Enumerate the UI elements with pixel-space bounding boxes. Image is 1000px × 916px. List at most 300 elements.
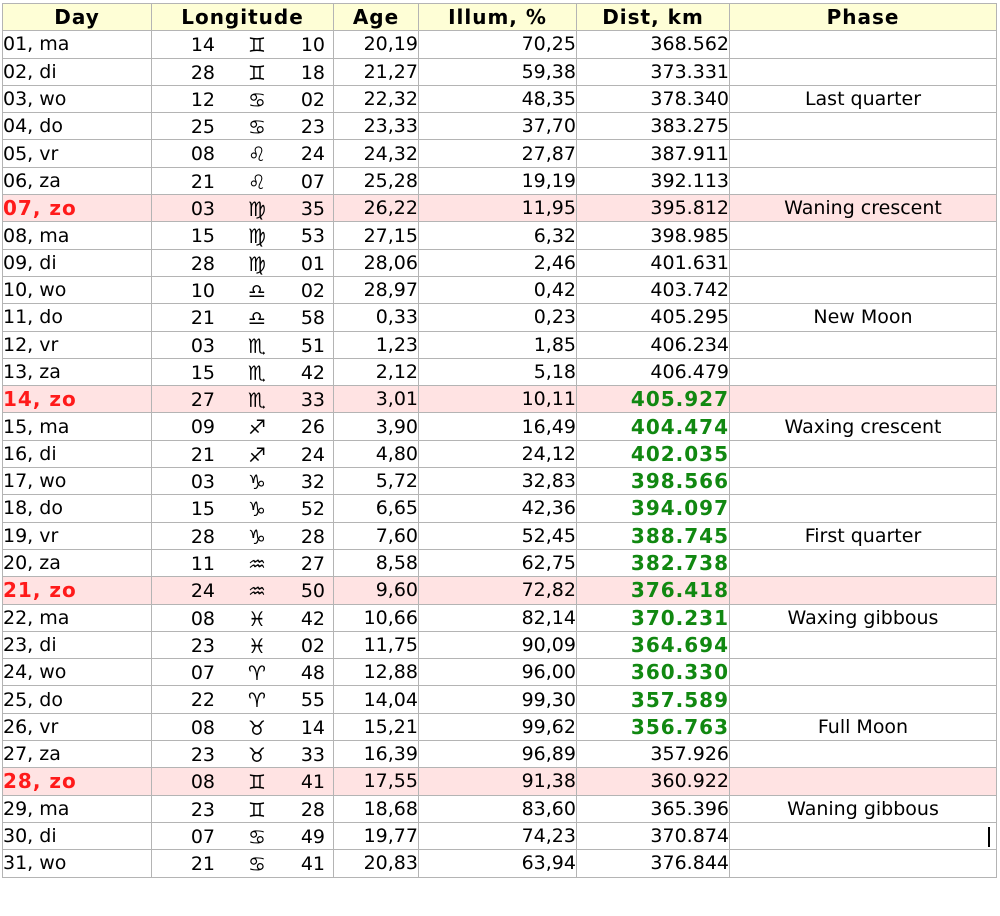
dist-cell[interactable]: 398.985 [577,222,730,249]
illum-cell[interactable]: 48,35 [419,85,577,112]
dist-cell[interactable]: 376.844 [577,850,730,877]
age-cell[interactable]: 25,28 [334,167,419,194]
zodiac-sign-icon: ♓ [248,633,266,658]
zodiac-sign-icon: ♊ [248,797,266,822]
longitude-degrees: 21 [190,307,215,330]
zodiac-sign-icon: ♑ [248,470,266,495]
dist-cell[interactable]: 376.418 [577,577,730,604]
header-illum[interactable]: Illum, % [419,4,577,31]
longitude-cell[interactable] [152,659,334,686]
day-cell[interactable]: 29, ma [3,795,152,822]
phase-cell[interactable] [730,768,997,795]
table-row [3,58,997,85]
longitude-cell[interactable] [152,249,334,276]
illum-cell[interactable]: 99,62 [419,713,577,740]
phase-cell[interactable]: Waxing gibbous [730,604,997,631]
longitude-minutes: 24 [300,443,325,466]
illum-cell[interactable]: 83,60 [419,795,577,822]
zodiac-sign-icon: ♉ [248,715,266,740]
age-cell[interactable]: 3,90 [334,413,419,440]
longitude-cell[interactable] [152,850,334,877]
illum-cell[interactable]: 2,46 [419,249,577,276]
dist-cell[interactable]: 404.474 [577,413,730,440]
phase-cell[interactable] [730,440,997,467]
zodiac-sign-icon: ♋ [248,824,266,849]
day-cell[interactable]: 22, ma [3,604,152,631]
age-cell[interactable]: 17,55 [334,768,419,795]
age-cell[interactable]: 26,22 [334,195,419,222]
zodiac-sign-icon: ♐ [248,442,266,467]
day-cell[interactable]: 10, wo [3,276,152,303]
dist-cell[interactable]: 403.742 [577,276,730,303]
dist-cell[interactable]: 387.911 [577,140,730,167]
longitude-minutes: 35 [300,198,325,221]
day-cell[interactable]: 11, do [3,304,152,331]
header-dist[interactable]: Dist, km [577,4,730,31]
longitude-degrees: 21 [190,443,215,466]
age-cell[interactable]: 9,60 [334,577,419,604]
zodiac-sign-icon: ♒ [248,551,266,576]
age-cell[interactable]: 27,15 [334,222,419,249]
dist-cell[interactable]: 365.396 [577,795,730,822]
longitude-cell[interactable] [152,604,334,631]
illum-cell[interactable]: 24,12 [419,440,577,467]
age-cell[interactable]: 12,88 [334,659,419,686]
day-cell[interactable]: 07, zo [3,195,152,222]
longitude-cell[interactable] [152,522,334,549]
table-row [3,413,997,440]
age-cell[interactable]: 28,97 [334,276,419,303]
age-cell[interactable]: 15,21 [334,713,419,740]
phase-cell[interactable] [730,276,997,303]
longitude-cell[interactable] [152,331,334,358]
illum-cell[interactable]: 59,38 [419,58,577,85]
dist-cell[interactable]: 368.562 [577,31,730,58]
illum-cell[interactable]: 96,89 [419,741,577,768]
age-cell[interactable]: 8,58 [334,549,419,576]
zodiac-sign-icon: ♎ [248,306,266,331]
longitude-minutes: 28 [300,798,325,821]
day-cell[interactable]: 19, vr [3,522,152,549]
age-cell[interactable]: 21,27 [334,58,419,85]
phase-cell[interactable] [730,386,997,413]
longitude-cell[interactable] [152,468,334,495]
zodiac-sign-icon: ♈ [248,661,266,686]
table-row [3,495,997,522]
dist-cell[interactable]: 364.694 [577,631,730,658]
longitude-minutes: 33 [300,389,325,412]
longitude-cell[interactable] [152,713,334,740]
header-longitude[interactable]: Longitude [152,4,334,31]
phase-cell[interactable] [730,140,997,167]
longitude-minutes: 55 [300,689,325,712]
table-row [3,686,997,713]
table-row [3,249,997,276]
day-cell[interactable]: 30, di [3,822,152,849]
dist-cell[interactable]: 357.589 [577,686,730,713]
phase-cell[interactable] [730,167,997,194]
longitude-degrees: 28 [190,525,215,548]
longitude-degrees: 15 [190,225,215,248]
table-row [3,386,997,413]
longitude-degrees: 15 [190,361,215,384]
longitude-minutes: 10 [300,34,325,57]
longitude-cell[interactable] [152,276,334,303]
longitude-degrees: 25 [190,116,215,139]
dist-cell[interactable]: 357.926 [577,741,730,768]
longitude-minutes: 27 [300,552,325,575]
longitude-minutes: 26 [300,416,325,439]
longitude-minutes: 01 [300,252,325,275]
age-cell[interactable]: 19,77 [334,822,419,849]
illum-cell[interactable]: 82,14 [419,604,577,631]
day-cell[interactable]: 06, za [3,167,152,194]
longitude-degrees: 09 [190,416,215,439]
table-row [3,276,997,303]
phase-cell[interactable] [730,249,997,276]
dist-cell[interactable]: 405.927 [577,386,730,413]
longitude-minutes: 41 [300,853,325,876]
day-cell[interactable]: 03, wo [3,85,152,112]
phase-cell[interactable]: Waning gibbous [730,795,997,822]
longitude-cell[interactable] [152,222,334,249]
dist-cell[interactable]: 388.745 [577,522,730,549]
day-cell[interactable]: 12, vr [3,331,152,358]
age-cell[interactable]: 22,32 [334,85,419,112]
dist-cell[interactable]: 370.874 [577,822,730,849]
table-row [3,850,997,877]
phase-cell[interactable] [730,549,997,576]
longitude-minutes: 41 [300,771,325,794]
day-cell[interactable]: 14, zo [3,386,152,413]
longitude-minutes: 42 [300,607,325,630]
zodiac-sign-icon: ♍ [248,251,266,276]
zodiac-sign-icon: ♍ [248,197,266,222]
table-row [3,577,997,604]
phase-cell[interactable]: Full Moon [730,713,997,740]
age-cell[interactable]: 11,75 [334,631,419,658]
header-age[interactable]: Age [334,4,419,31]
zodiac-sign-icon: ♋ [248,87,266,112]
longitude-cell[interactable] [152,31,334,58]
table-row [3,358,997,385]
longitude-minutes: 51 [300,334,325,357]
day-cell[interactable]: 24, wo [3,659,152,686]
illum-cell[interactable]: 1,85 [419,331,577,358]
day-cell[interactable]: 15, ma [3,413,152,440]
longitude-minutes: 07 [300,170,325,193]
table-row [3,631,997,658]
table-row [3,659,997,686]
longitude-minutes: 23 [300,116,325,139]
day-cell[interactable]: 16, di [3,440,152,467]
zodiac-sign-icon: ♉ [248,743,266,768]
zodiac-sign-icon: ♏ [248,360,266,385]
longitude-degrees: 21 [190,170,215,193]
phase-cell[interactable] [730,113,997,140]
dist-cell[interactable]: 373.331 [577,58,730,85]
longitude-degrees: 15 [190,498,215,521]
dist-cell[interactable]: 370.231 [577,604,730,631]
dist-cell[interactable]: 392.113 [577,167,730,194]
phase-cell[interactable] [730,495,997,522]
phase-cell[interactable] [730,222,997,249]
illum-cell[interactable]: 16,49 [419,413,577,440]
day-cell[interactable]: 17, wo [3,468,152,495]
longitude-degrees: 08 [190,143,215,166]
day-cell[interactable]: 02, di [3,58,152,85]
longitude-degrees: 23 [190,634,215,657]
dist-cell[interactable]: 402.035 [577,440,730,467]
longitude-degrees: 12 [190,88,215,111]
illum-cell[interactable]: 99,30 [419,686,577,713]
dist-cell[interactable]: 401.631 [577,249,730,276]
longitude-minutes: 52 [300,498,325,521]
longitude-cell[interactable] [152,413,334,440]
phase-cell[interactable] [730,822,997,849]
age-cell[interactable]: 28,06 [334,249,419,276]
day-cell[interactable]: 09, di [3,249,152,276]
table-row [3,468,997,495]
table-row [3,113,997,140]
zodiac-sign-icon: ♊ [248,33,266,58]
illum-cell[interactable]: 0,23 [419,304,577,331]
day-cell[interactable]: 18, do [3,495,152,522]
day-cell[interactable]: 20, za [3,549,152,576]
phase-cell[interactable]: Waning crescent [730,195,997,222]
day-cell[interactable]: 13, za [3,358,152,385]
phase-cell[interactable] [730,850,997,877]
age-cell[interactable]: 24,32 [334,140,419,167]
dist-cell[interactable]: 382.738 [577,549,730,576]
longitude-degrees: 08 [190,607,215,630]
age-cell[interactable]: 20,19 [334,31,419,58]
age-cell[interactable]: 5,72 [334,468,419,495]
phase-cell[interactable] [730,58,997,85]
longitude-cell[interactable] [152,795,334,822]
header-day[interactable]: Day [3,4,152,31]
day-cell[interactable]: 21, zo [3,577,152,604]
longitude-degrees: 03 [190,334,215,357]
table-row [3,713,997,740]
illum-cell[interactable]: 37,70 [419,113,577,140]
table-row [3,304,997,331]
dist-cell[interactable]: 406.234 [577,331,730,358]
phase-cell[interactable] [730,331,997,358]
phase-cell[interactable] [730,686,997,713]
longitude-minutes: 28 [300,525,325,548]
age-cell[interactable]: 16,39 [334,741,419,768]
illum-cell[interactable]: 70,25 [419,31,577,58]
day-cell[interactable]: 31, wo [3,850,152,877]
table-row [3,85,997,112]
illum-cell[interactable]: 5,18 [419,358,577,385]
zodiac-sign-icon: ♋ [248,115,266,140]
zodiac-sign-icon: ♓ [248,606,266,631]
age-cell[interactable]: 3,01 [334,386,419,413]
longitude-minutes: 14 [300,716,325,739]
day-cell[interactable]: 01, ma [3,31,152,58]
table-row [3,331,997,358]
illum-cell[interactable]: 42,36 [419,495,577,522]
illum-cell[interactable]: 90,09 [419,631,577,658]
longitude-cell[interactable] [152,686,334,713]
day-cell[interactable]: 26, vr [3,713,152,740]
dist-cell[interactable]: 398.566 [577,468,730,495]
phase-cell[interactable] [730,631,997,658]
table-row [3,604,997,631]
zodiac-sign-icon: ♏ [248,333,266,358]
table-row [3,167,997,194]
longitude-degrees: 03 [190,471,215,494]
age-cell[interactable]: 1,23 [334,331,419,358]
longitude-degrees: 07 [190,825,215,848]
longitude-minutes: 33 [300,744,325,767]
age-cell[interactable]: 7,60 [334,522,419,549]
longitude-cell[interactable] [152,768,334,795]
table-row [3,31,997,58]
longitude-cell[interactable] [152,386,334,413]
longitude-degrees: 22 [190,689,215,712]
longitude-minutes: 49 [300,825,325,848]
phase-cell[interactable] [730,31,997,58]
zodiac-sign-icon: ♊ [248,770,266,795]
longitude-cell[interactable] [152,113,334,140]
phase-cell[interactable] [730,358,997,385]
longitude-minutes: 48 [300,662,325,685]
illum-cell[interactable]: 10,11 [419,386,577,413]
header-phase[interactable]: Phase [730,4,997,31]
longitude-cell[interactable] [152,822,334,849]
header-row [3,4,997,31]
longitude-degrees: 23 [190,744,215,767]
age-cell[interactable]: 6,65 [334,495,419,522]
longitude-cell[interactable] [152,195,334,222]
longitude-cell[interactable] [152,140,334,167]
phase-cell[interactable] [730,659,997,686]
age-cell[interactable]: 10,66 [334,604,419,631]
phase-cell[interactable]: Waxing crescent [730,413,997,440]
longitude-cell[interactable] [152,304,334,331]
longitude-cell[interactable] [152,495,334,522]
day-cell[interactable]: 23, di [3,631,152,658]
day-cell[interactable]: 04, do [3,113,152,140]
dist-cell[interactable]: 356.763 [577,713,730,740]
longitude-minutes: 50 [300,580,325,603]
moon-ephemeris-table [2,3,997,878]
longitude-degrees: 03 [190,198,215,221]
dist-cell[interactable]: 406.479 [577,358,730,385]
zodiac-sign-icon: ♌ [248,142,266,167]
longitude-degrees: 08 [190,771,215,794]
phase-cell[interactable]: New Moon [730,304,997,331]
illum-cell[interactable]: 19,19 [419,167,577,194]
phase-cell[interactable]: First quarter [730,522,997,549]
table-row [3,140,997,167]
illum-cell[interactable]: 11,95 [419,195,577,222]
longitude-cell[interactable] [152,549,334,576]
illum-cell[interactable]: 63,94 [419,850,577,877]
age-cell[interactable]: 18,68 [334,795,419,822]
table-header [3,4,997,31]
longitude-cell[interactable] [152,741,334,768]
illum-cell[interactable]: 0,42 [419,276,577,303]
longitude-degrees: 11 [190,552,215,575]
phase-cell[interactable] [730,577,997,604]
zodiac-sign-icon: ♐ [248,415,266,440]
dist-cell[interactable]: 360.330 [577,659,730,686]
longitude-degrees: 10 [190,279,215,302]
longitude-minutes: 32 [300,471,325,494]
illum-cell[interactable]: 74,23 [419,822,577,849]
table-row [3,741,997,768]
phase-cell[interactable] [730,741,997,768]
illum-cell[interactable]: 72,82 [419,577,577,604]
day-cell[interactable]: 27, za [3,741,152,768]
illum-cell[interactable]: 52,45 [419,522,577,549]
longitude-minutes: 02 [300,634,325,657]
dist-cell[interactable]: 395.812 [577,195,730,222]
longitude-degrees: 21 [190,853,215,876]
dist-cell[interactable]: 394.097 [577,495,730,522]
age-cell[interactable]: 23,33 [334,113,419,140]
table-row [3,222,997,249]
zodiac-sign-icon: ♊ [248,60,266,85]
day-cell[interactable]: 05, vr [3,140,152,167]
longitude-cell[interactable] [152,167,334,194]
age-cell[interactable]: 4,80 [334,440,419,467]
illum-cell[interactable]: 32,83 [419,468,577,495]
age-cell[interactable]: 0,33 [334,304,419,331]
longitude-cell[interactable] [152,577,334,604]
longitude-degrees: 27 [190,389,215,412]
longitude-cell[interactable] [152,631,334,658]
longitude-cell[interactable] [152,358,334,385]
longitude-cell[interactable] [152,58,334,85]
longitude-cell[interactable] [152,440,334,467]
longitude-degrees: 07 [190,662,215,685]
phase-cell[interactable]: Last quarter [730,85,997,112]
dist-cell[interactable]: 383.275 [577,113,730,140]
longitude-degrees: 28 [190,252,215,275]
longitude-minutes: 24 [300,143,325,166]
illum-cell[interactable]: 6,32 [419,222,577,249]
day-cell[interactable]: 08, ma [3,222,152,249]
illum-cell[interactable]: 96,00 [419,659,577,686]
illum-cell[interactable]: 91,38 [419,768,577,795]
dist-cell[interactable]: 405.295 [577,304,730,331]
zodiac-sign-icon: ♎ [248,278,266,303]
longitude-degrees: 24 [190,580,215,603]
longitude-minutes: 53 [300,225,325,248]
longitude-cell[interactable] [152,85,334,112]
zodiac-sign-icon: ♋ [248,852,266,877]
illum-cell[interactable]: 62,75 [419,549,577,576]
dist-cell[interactable]: 360.922 [577,768,730,795]
age-cell[interactable]: 2,12 [334,358,419,385]
illum-cell[interactable]: 27,87 [419,140,577,167]
longitude-minutes: 58 [300,307,325,330]
age-cell[interactable]: 20,83 [334,850,419,877]
zodiac-sign-icon: ♒ [248,579,266,604]
zodiac-sign-icon: ♌ [248,169,266,194]
phase-cell[interactable] [730,468,997,495]
longitude-minutes: 02 [300,279,325,302]
day-cell[interactable]: 28, zo [3,768,152,795]
dist-cell[interactable]: 378.340 [577,85,730,112]
day-cell[interactable]: 25, do [3,686,152,713]
age-cell[interactable]: 14,04 [334,686,419,713]
